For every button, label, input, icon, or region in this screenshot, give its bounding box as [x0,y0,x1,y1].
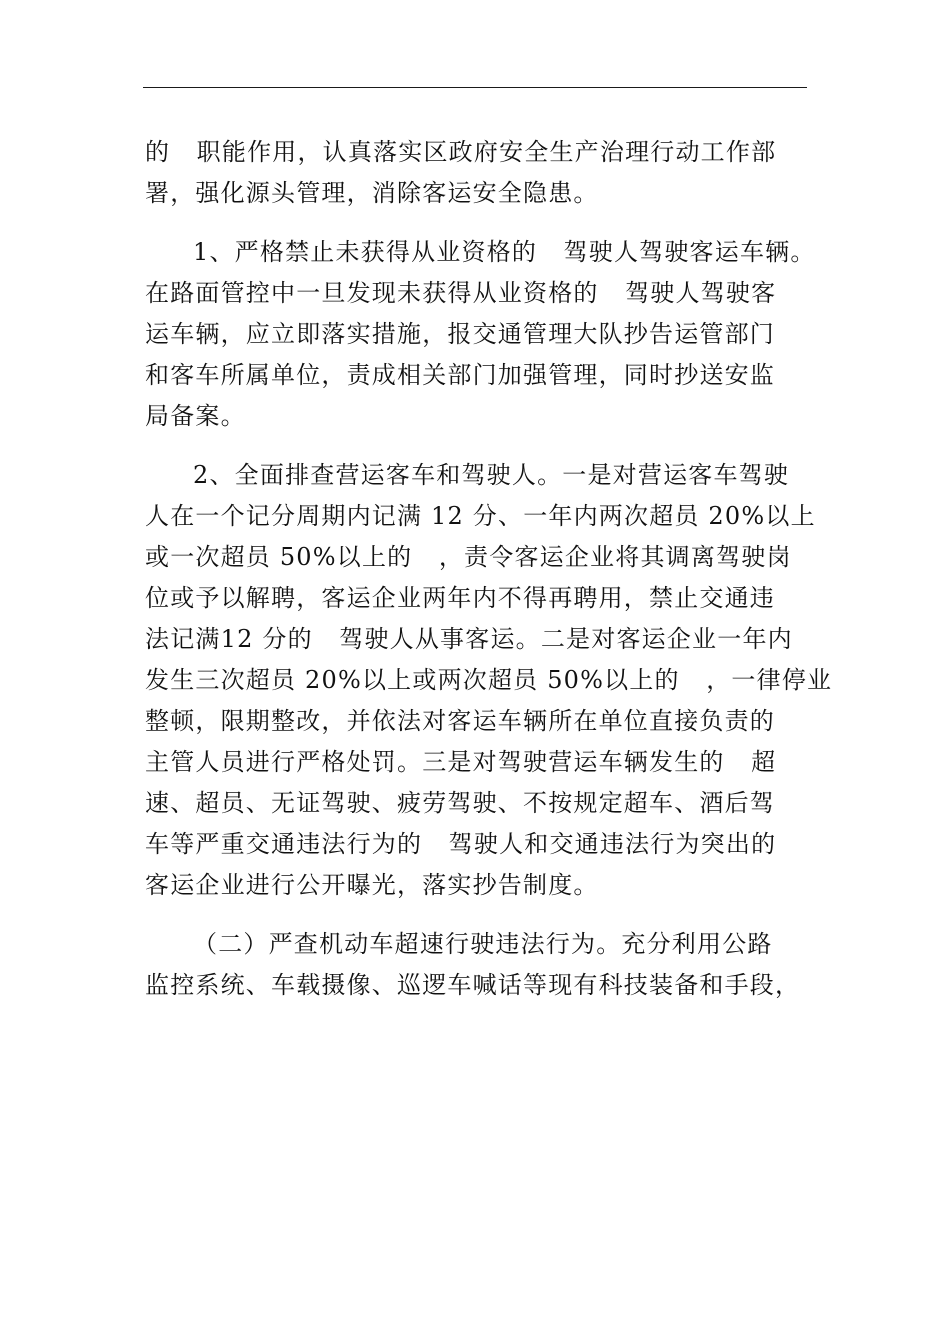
text-line: 运车辆，应立即落实措施，报交通管理大队抄告运管部门 [145,320,775,348]
text-line: 署，强化源头管理，消除客运安全隐患。 [145,179,599,207]
text-line: 局备案。 [145,402,246,430]
text-line: 监控系统、车载摄像、巡逻车喊话等现有科技装备和手段， [145,971,801,999]
text-line: 客运企业进行公开曝光，落实抄告制度。 [145,871,599,899]
text-line: 法记满12 分的 驾驶人从事客运。二是对客运企业一年内 [145,625,793,653]
text-line: 位或予以解聘，客运企业两年内不得再聘用，禁止交通违 [145,584,775,612]
text-line: 人在一个记分周期内记满 12 分、一年内两次超员 20%以上 [145,502,816,530]
header-rule [143,87,807,88]
text-line: 和客车所属单位，责成相关部门加强管理，同时抄送安监 [145,361,775,389]
text-line: 速、超员、无证驾驶、疲劳驾驶、不按规定超车、酒后驾 [145,789,775,817]
document-body [145,132,845,1006]
text-line: 主管人员进行严格处罚。三是对驾驶营运车辆发生的 超 [145,748,777,776]
text-line: 整顿，限期整改，并依法对客运车辆所在单位直接负责的 [145,707,775,735]
text-line: 在路面管控中一旦发现未获得从业资格的 驾驶人驾驶客 [145,279,777,307]
text-line: 的 职能作用，认真落实区政府安全生产治理行动工作部 [145,138,777,166]
text-line: 车等严重交通违法行为的 驾驶人和交通违法行为突出的 [145,830,777,858]
text-line: 或一次超员 50%以上的 ，责令客运企业将其调离驾驶岗 [145,543,792,571]
text-line: 1、严格禁止未获得从业资格的 驾驶人驾驶客运车辆。 [193,238,816,266]
text-line: 2、全面排查营运客车和驾驶人。一是对营运客车驾驶 [193,461,790,489]
text-line: （二）严查机动车超速行驶违法行为。充分利用公路 [193,930,773,958]
text-line: 发生三次超员 20%以上或两次超员 50%以上的 ，一律停业 [145,666,833,694]
